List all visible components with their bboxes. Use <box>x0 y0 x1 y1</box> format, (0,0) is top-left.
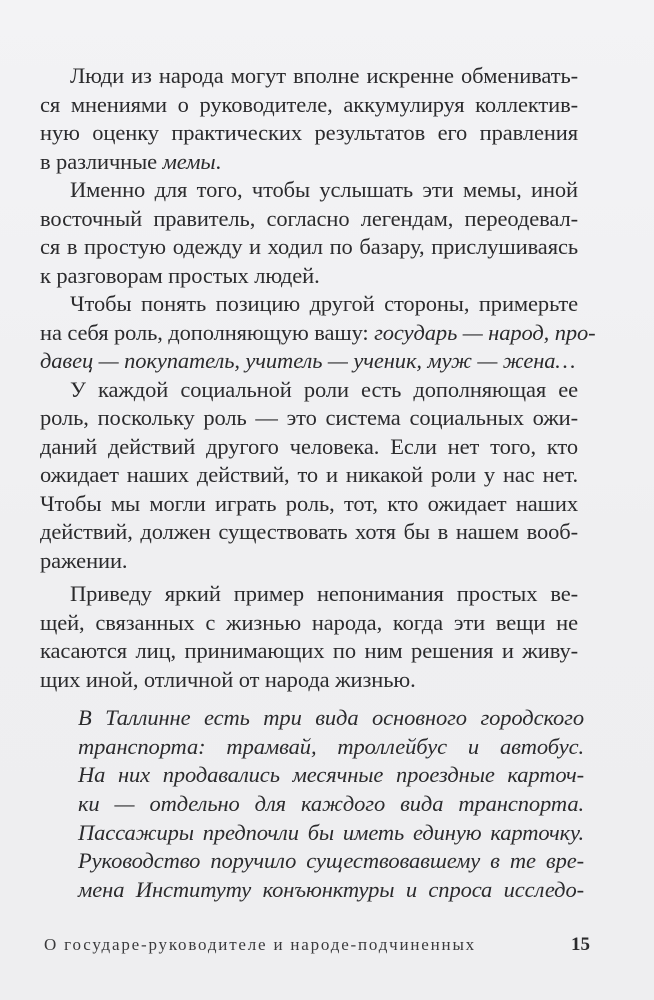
paragraph-2 <box>40 176 578 290</box>
running-head: О государе-руководителе и народе-подчиненных <box>44 935 476 954</box>
text-line: Именно для того, чтобы услышать эти мемы, иной <box>70 177 578 202</box>
text-line <box>40 319 596 348</box>
text-line: восточный правитель, согласно легендам, переодевал- <box>40 205 578 231</box>
quote-line: На них продавались месячные проездные карточ- <box>78 762 584 788</box>
text-line: к разговорам простых людей. <box>40 262 320 288</box>
text-line: Чтобы мы могли играть роль, тот, кто ожидает наших <box>40 490 578 516</box>
text-line: Приведу яркий пример непонимания простых ве- <box>70 581 578 606</box>
text-line: действий, должен существовать хотя бы в нашем вооб- <box>40 519 578 544</box>
quote-line: транспорта: трамвай, троллейбус и автобус. <box>78 733 584 759</box>
paragraph-3 <box>40 290 596 376</box>
page-number: 15 <box>571 934 590 955</box>
italic-role-pairs: давец — покупатель, учитель — ученик, муж — жена… <box>40 348 576 373</box>
text-line <box>40 347 578 376</box>
text-line: щих иной, отличной от народа жизнью. <box>40 666 416 692</box>
text-line: Люди из народа могут вполне искренне обменивать- <box>70 63 578 88</box>
paragraph-5 <box>40 580 578 694</box>
text-line: У каждой социальной роли есть дополняющая ее <box>70 376 578 402</box>
italic-role-pairs: государь — народ, про- <box>374 319 596 345</box>
quote-line: Пассажиры предпочли бы иметь единую карточку. <box>78 819 584 845</box>
text-line: ожидает наших действий, то и никакой роли у нас нет. <box>40 462 578 487</box>
text-fragment: в различные <box>40 148 163 174</box>
text-fragment: на себя роль, дополняющую вашу: <box>40 319 375 345</box>
quote-line: В Таллинне есть три вида основного городского <box>78 705 584 730</box>
paragraph-4 <box>40 376 578 576</box>
text-line: даний действий другого человека. Если нет того, кто <box>40 433 578 459</box>
text-line: роль, поскольку роль — это система социальных ожи- <box>40 405 578 430</box>
text-line: ражении. <box>40 547 128 573</box>
quote-line: Руководство поручило существовавшему в те вре- <box>78 848 584 874</box>
text-line: ную оценку практических результатов его правления <box>40 120 578 145</box>
text-fragment: . <box>215 148 222 174</box>
text-line: касаются лиц, принимающих по ним решения и живу- <box>40 638 578 663</box>
italic-example-block <box>78 704 584 905</box>
main-text <box>40 62 596 694</box>
quote-line: ки — отдельно для каждого вида транспорта. <box>78 791 584 817</box>
quote-line: мена Институту конъюнктуры и спроса исследо- <box>78 877 584 903</box>
text-line: Чтобы понять позицию другой стороны, примерьте <box>70 291 578 316</box>
italic-term-memes: мемы <box>162 148 216 174</box>
page-footer <box>44 930 590 960</box>
paragraph-1 <box>40 62 578 176</box>
text-line: ся в простую одежду и ходил по базару, прислушиваясь <box>40 234 578 259</box>
text-line <box>40 148 578 177</box>
text-line: ся мнениями о руководителе, аккумулируя коллектив- <box>40 91 578 117</box>
text-line: щей, связанных с жизнью народа, когда эти вещи не <box>40 609 578 635</box>
